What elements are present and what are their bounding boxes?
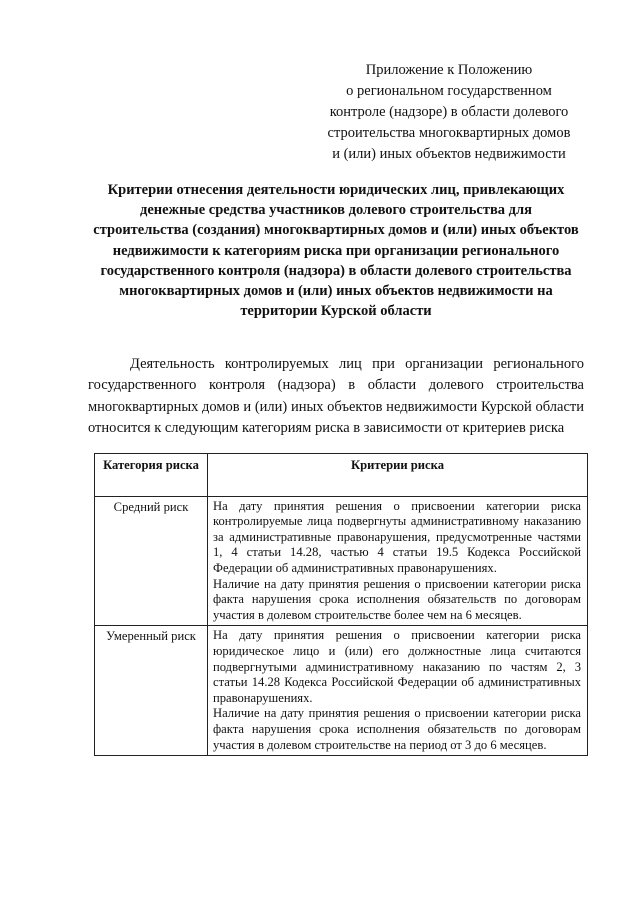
title-line: денежные средства участников долевого строительства для — [140, 202, 532, 219]
appendix-line: и (или) иных объектов недвижимости — [332, 146, 566, 162]
title-line: государственного контроля (надзора) в области долевого строительства — [100, 262, 572, 279]
risk-criteria-cell — [208, 496, 588, 626]
appendix-line: строительства многоквартирных домов — [327, 125, 571, 141]
risk-category-cell: Умеренный риск — [95, 626, 208, 756]
criteria-paragraph: На дату принятия решения о присвоении категории риска контролируемые лица подвергнуты административному наказанию за административные правонарушения, предусмотренные частями 1, 4 статьи 14.28, частью 4 статьи 19.5 Кодекса Российской Федерации об административных правонарушениях. — [213, 498, 581, 575]
title-line: Критерии отнесения деятельности юридических лиц, привлекающих — [107, 182, 565, 198]
table-header-row — [95, 454, 588, 497]
title-line: территории Курской области — [240, 303, 432, 320]
header-criteria: Критерии риска — [208, 454, 588, 497]
appendix-line: Приложение к Положению — [365, 62, 533, 78]
title-line: строительства (создания) многоквартирных домов и (или) иных объектов — [93, 222, 579, 239]
risk-category-cell: Средний риск — [95, 496, 208, 626]
appendix-line: контроле (надзоре) в области долевого — [329, 104, 569, 120]
risk-criteria-cell — [208, 626, 588, 756]
appendix-line: о региональном государственном — [346, 83, 552, 99]
criteria-paragraph: Наличие на дату принятия решения о присвоении категории риска факта нарушения срока исполнения обязательств по договорам участия в долевом строительстве на период от 3 до 6 месяцев. — [213, 706, 581, 752]
title-line: недвижимости к категориям риска при организации регионального — [112, 242, 560, 259]
risk-criteria-table — [94, 453, 588, 756]
intro-paragraph: Деятельность контролируемых лиц при организации регионального государственного контроля (надзора) в области долевого строительства многоквартирных домов и (или) иных объектов недвижимости Курской области относится к следующим категориям риска в зависимости от критериев риска — [88, 355, 584, 436]
header-category: Категория риска — [95, 454, 208, 497]
table-row — [95, 496, 588, 626]
appendix-reference — [300, 60, 598, 165]
document-title — [80, 180, 592, 321]
table-row — [95, 626, 588, 756]
criteria-paragraph: Наличие на дату принятия решения о присвоении категории риска факта нарушения срока исполнения обязательств по договорам участия в долевом строительстве более чем на 6 месяцев. — [213, 576, 581, 622]
title-line: многоквартирных домов и (или) иных объектов недвижимости на — [119, 283, 553, 300]
criteria-paragraph: На дату принятия решения о присвоении категории риска юридическое лицо и (или) его должностные лица считаются подвергнутыми административному наказанию по частям 2, 3 статьи 14.28 Кодекса Российской Федерации об административных правонарушениях. — [213, 628, 581, 705]
